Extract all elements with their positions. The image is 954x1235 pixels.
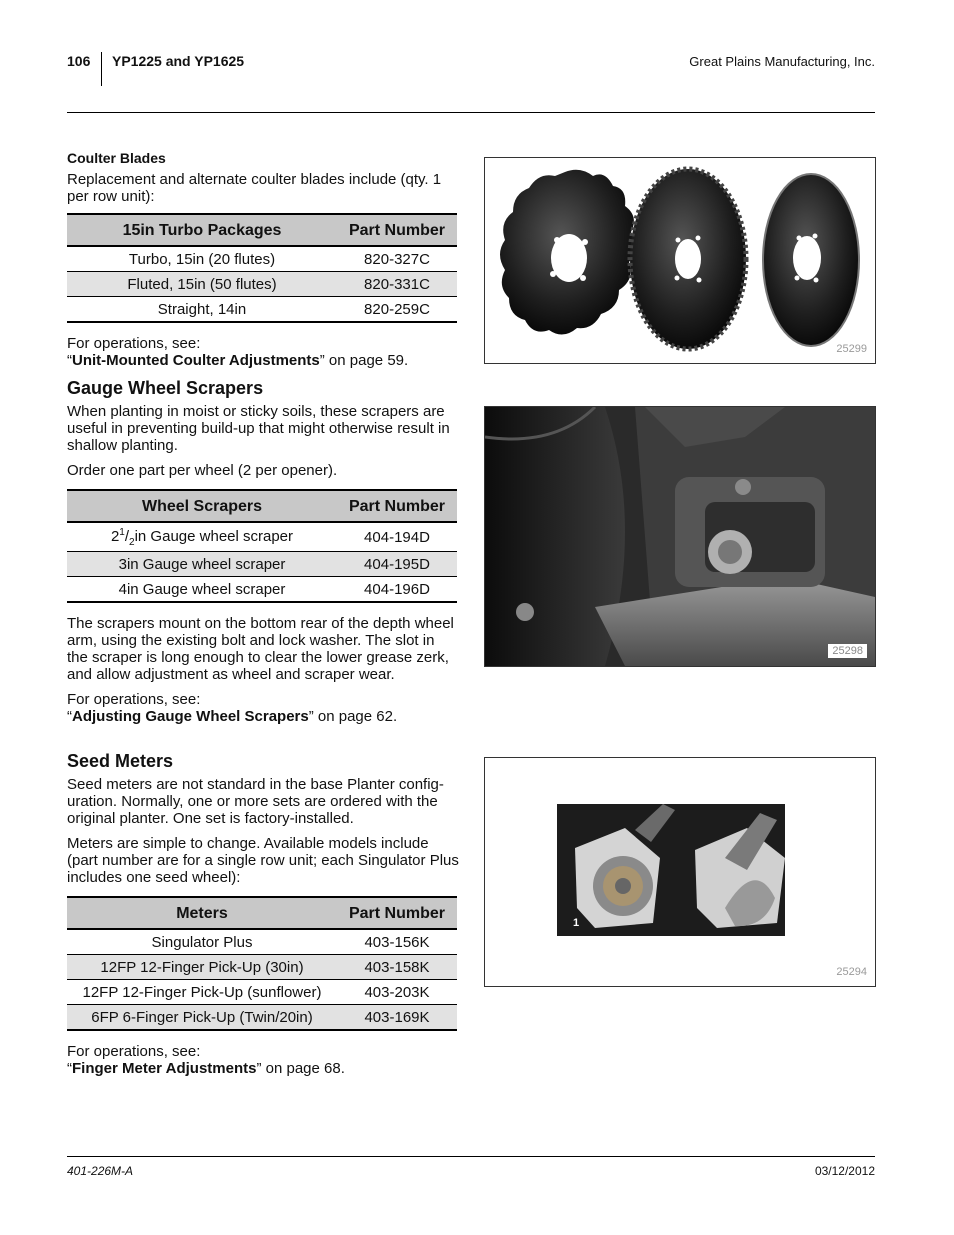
meters-intro: Seed meters are not standard in the base Planter config-uration. Normally, one or more sets are ordered with the original planter. One set is factory-installed. <box>67 776 444 827</box>
scrapers-section <box>67 378 459 725</box>
table-cell: Singulator Plus <box>67 929 337 955</box>
meters-models: Meters are simple to change. Available models include (part number are for a single row unit; each Singulator Plus includes one seed wheel): <box>67 835 459 886</box>
figure-number: 25294 <box>836 966 867 978</box>
table-cell: 403-169K <box>337 1005 457 1031</box>
coulter-intro: Replacement and alternate coulter blades include (qty. 1 per row unit): <box>67 171 442 205</box>
table-cell: Fluted, 15in (50 flutes) <box>67 272 337 297</box>
table-row <box>67 297 457 323</box>
header-rule <box>67 112 875 113</box>
scrapers-see-link[interactable]: Adjusting Gauge Wheel Scrapers <box>72 708 309 725</box>
table-row <box>67 929 457 955</box>
coulter-see-page: on page 59. <box>324 352 409 369</box>
coulter-table <box>67 213 457 323</box>
scraper-photo-illustration <box>485 407 875 666</box>
table-row <box>67 272 457 297</box>
meters-table <box>67 896 457 1031</box>
meters-see-ref: “Finger Meter Adjustments” on page 68. <box>67 1060 345 1077</box>
company-name: Great Plains Manufacturing, Inc. <box>689 54 875 69</box>
page-number: 106 <box>67 53 91 69</box>
grease-zerk <box>735 479 751 495</box>
table-cell: $2^1/_2in$ Gauge wheel scraper <box>67 522 337 552</box>
figure-callout: 1 <box>573 917 580 929</box>
straight-blade <box>763 174 859 346</box>
footer-rule <box>67 1156 875 1157</box>
figure-number: 25298 <box>828 644 867 658</box>
meters-col-part: Part Number <box>337 897 457 929</box>
table-cell: 12FP 12-Finger Pick-Up (sunflower) <box>67 980 337 1005</box>
meters-see-label: For operations, see: <box>67 1043 201 1060</box>
table-row <box>67 552 457 577</box>
scraper-name: in Gauge wheel scraper <box>134 527 294 545</box>
table-cell: 12FP 12-Finger Pick-Up (30in) <box>67 955 337 980</box>
coulter-col-part: Part Number <box>337 214 457 246</box>
scrapers-mount: The scrapers mount on the bottom rear of the depth wheel arm, using the existing bolt and lock washer. The slot in the scraper is long enough to clear the lower grease zerk, and allow adjustment as wheel and scraper wear. <box>67 615 454 683</box>
coulter-see-label: For operations, see: <box>67 335 201 352</box>
table-cell: 403-158K <box>337 955 457 980</box>
scrapers-intro: When planting in moist or sticky soils, these scrapers are useful in preventing build-up that might otherwise result in shallow planting. <box>67 403 450 454</box>
table-cell: 404-194D <box>337 522 457 552</box>
table-row <box>67 577 457 603</box>
scrapers-table <box>67 489 457 603</box>
table-cell: 820-327C <box>337 246 457 272</box>
seed-meters-illustration <box>485 758 875 986</box>
scrapers-see-ref: “Adjusting Gauge Wheel Scrapers” on page 62. <box>67 708 398 725</box>
gauge-wheel <box>485 407 625 666</box>
meters-see-link[interactable]: Finger Meter Adjustments <box>72 1060 257 1077</box>
coulter-blades-figure <box>484 157 876 364</box>
table-cell: Turbo, 15in (20 flutes) <box>67 246 337 272</box>
seed-meters-figure <box>484 757 876 987</box>
table-cell: 404-195D <box>337 552 457 577</box>
table-row <box>67 522 457 552</box>
scrapers-see-label: For operations, see: <box>67 691 201 708</box>
document-id: 401-226M-A <box>67 1164 134 1178</box>
scrapers-order: Order one part per wheel (2 per opener). <box>67 462 338 479</box>
table-cell: 4in Gauge wheel scraper <box>67 577 337 603</box>
table-cell: 3in Gauge wheel scraper <box>67 552 337 577</box>
turbo-blade <box>500 170 636 335</box>
scrapers-see-page: on page 62. <box>313 708 398 725</box>
header-divider <box>101 52 102 86</box>
fluted-blade <box>630 169 746 349</box>
coulter-see-link[interactable]: Unit-Mounted Coulter Adjustments <box>72 352 320 369</box>
scrapers-col-part: Part Number <box>337 490 457 522</box>
coulter-see-ref: “Unit-Mounted Coulter Adjustments” on page 59. <box>67 352 409 369</box>
document-title: YP1225 and YP1625 <box>112 53 245 69</box>
table-cell: 820-331C <box>337 272 457 297</box>
table-row <box>67 980 457 1005</box>
coulter-section <box>67 150 459 369</box>
table-cell: 403-203K <box>337 980 457 1005</box>
document-date: 03/12/2012 <box>814 1164 875 1178</box>
scrapers-heading: Gauge Wheel Scrapers <box>67 378 264 398</box>
table-row <box>67 1005 457 1031</box>
coulter-blades-illustration <box>485 158 875 363</box>
figure-number: 25299 <box>836 343 867 355</box>
fraction-denominator: 2 <box>129 536 135 548</box>
table-cell: 403-156K <box>337 929 457 955</box>
coulter-col-packages: 15in Turbo Packages <box>67 214 337 246</box>
meters-see-page: on page 68. <box>261 1060 345 1077</box>
meters-col-name: Meters <box>67 897 337 929</box>
coulter-heading: Coulter Blades <box>67 150 166 166</box>
table-cell: 820-259C <box>337 297 457 323</box>
table-cell: 6FP 6-Finger Pick-Up (Twin/20in) <box>67 1005 337 1031</box>
table-row <box>67 955 457 980</box>
table-cell: Straight, 14in <box>67 297 337 323</box>
meters-section <box>67 751 459 1077</box>
table-cell: 404-196D <box>337 577 457 603</box>
scrapers-col-name: Wheel Scrapers <box>67 490 337 522</box>
meters-heading: Seed Meters <box>67 751 174 771</box>
table-row <box>67 246 457 272</box>
gauge-wheel-scraper-figure <box>484 406 876 667</box>
fraction-numerator: 1 <box>119 526 125 538</box>
fraction-whole: 2 <box>110 527 120 545</box>
